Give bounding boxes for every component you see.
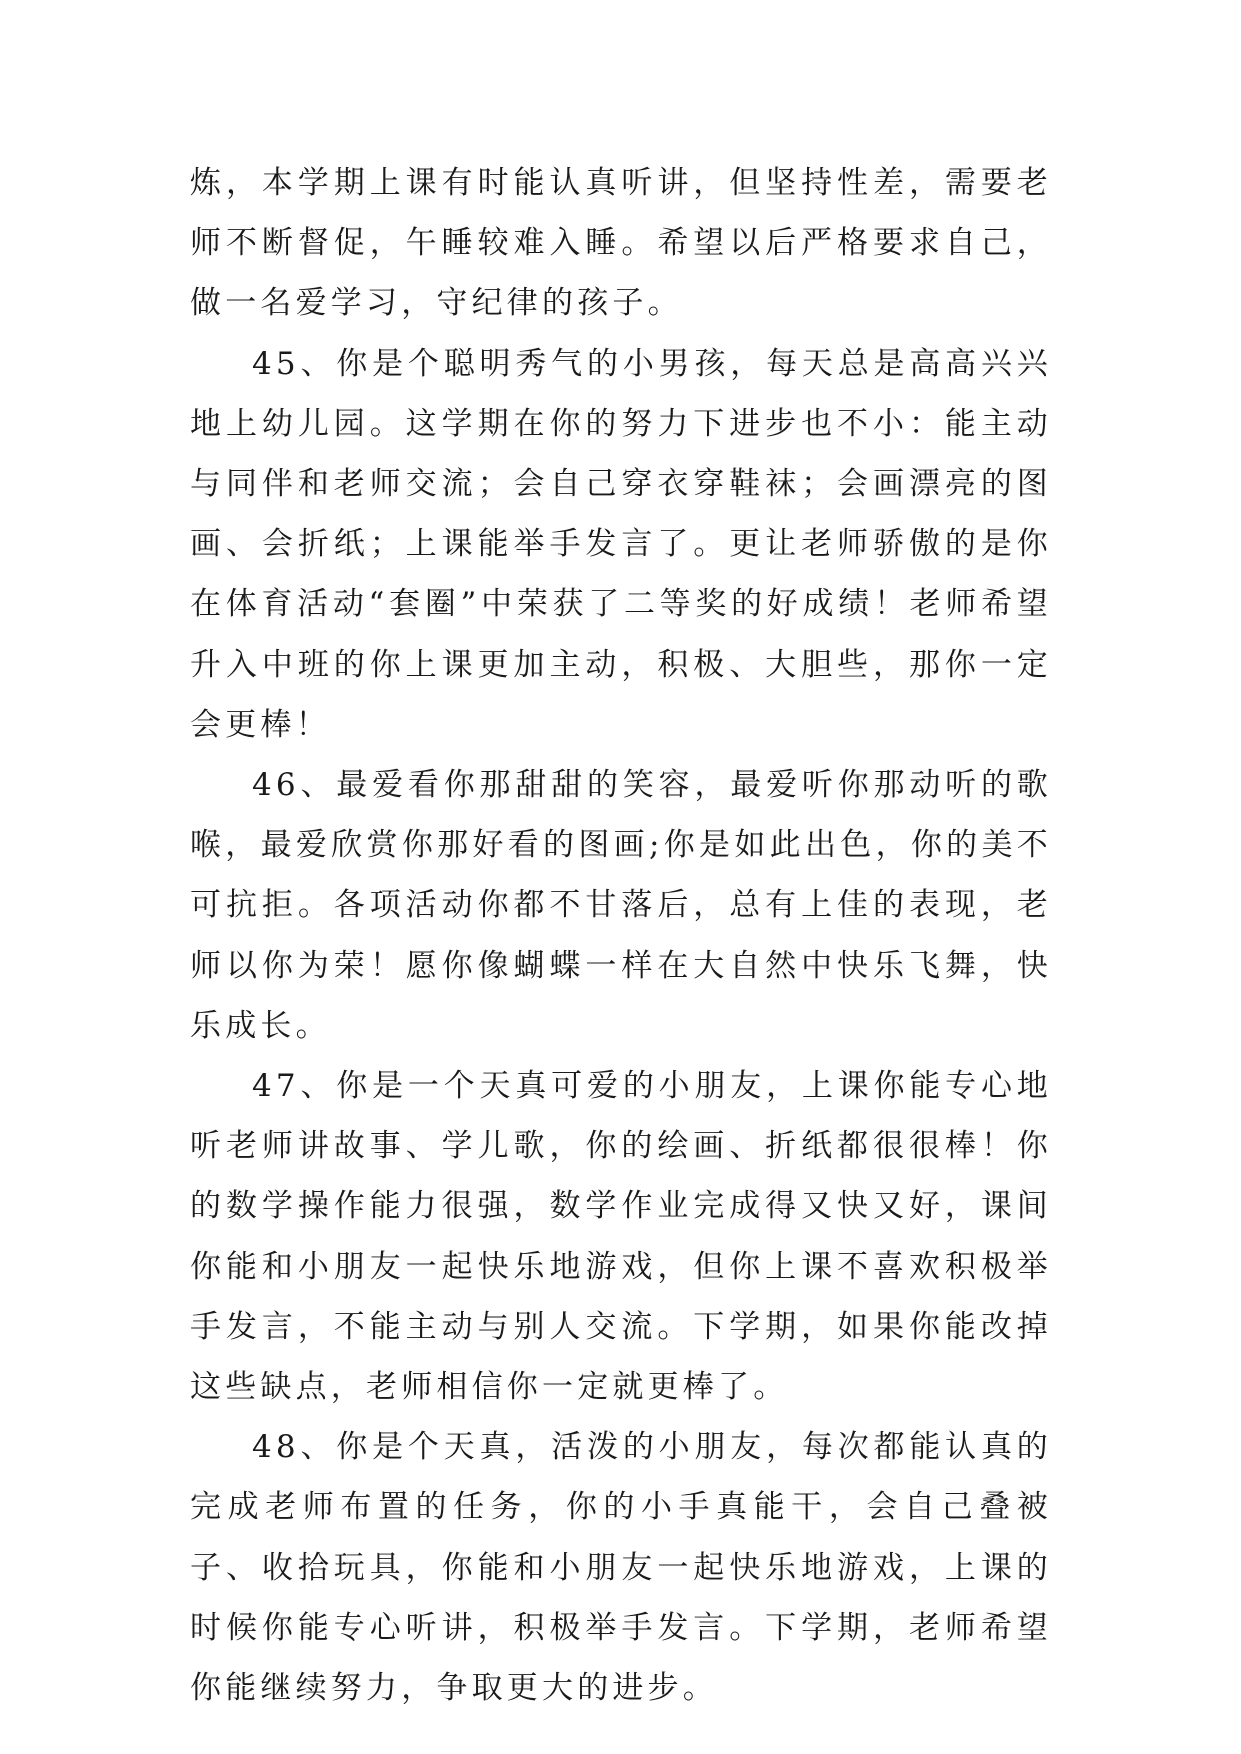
paragraph-comment-46: 46、最爱看你那甜甜的笑容，最爱听你那动听的歌喉，最爱欣赏你那好看的图画;你是如此出色，你的美不可抗拒。各项活动你都不甘落后，总有上佳的表现，老师以你为荣！愿你像蝴蝶一样在大自然中快乐飞舞，快乐成长。 <box>190 767 1052 1044</box>
paragraph-continuation: 炼，本学期上课有时能认真听讲，但坚持性差，需要老师不断督促，午睡较难入睡。希望以后严格要求自己，做一名爱学习，守纪律的孩子。 <box>190 165 1052 322</box>
paragraph-comment-47: 47、你是一个天真可爱的小朋友，上课你能专心地听老师讲故事、学儿歌，你的绘画、折纸都很很棒！你的数学操作能力很强，数学作业完成得又快又好，课间你能和小朋友一起快乐地游戏，但你上课不喜欢积极举手发言，不能主动与别人交流。下学期，如果你能改掉这些缺点，老师相信你一定就更棒了。 <box>190 1068 1052 1406</box>
paragraph-comment-45: 45、你是个聪明秀气的小男孩，每天总是高高兴兴地上幼儿园。这学期在你的努力下进步也不小：能主动与同伴和老师交流；会自己穿衣穿鞋袜；会画漂亮的图画、会折纸；上课能举手发言了。更让老师骄傲的是你在体育活动“套圈”中荣获了二等奖的好成绩！老师希望升入中班的你上课更加主动，积极、大胆些，那你一定会更棒！ <box>190 345 1052 743</box>
paragraph-comment-48: 48、你是个天真，活泼的小朋友，每次都能认真的完成老师布置的任务，你的小手真能干，会自己叠被子、收拾玩具，你能和小朋友一起快乐地游戏，上课的时候你能专心听讲，积极举手发言。下学期，老师希望你能继续努力，争取更大的进步。 <box>190 1429 1052 1707</box>
body-text <box>190 153 1052 1718</box>
